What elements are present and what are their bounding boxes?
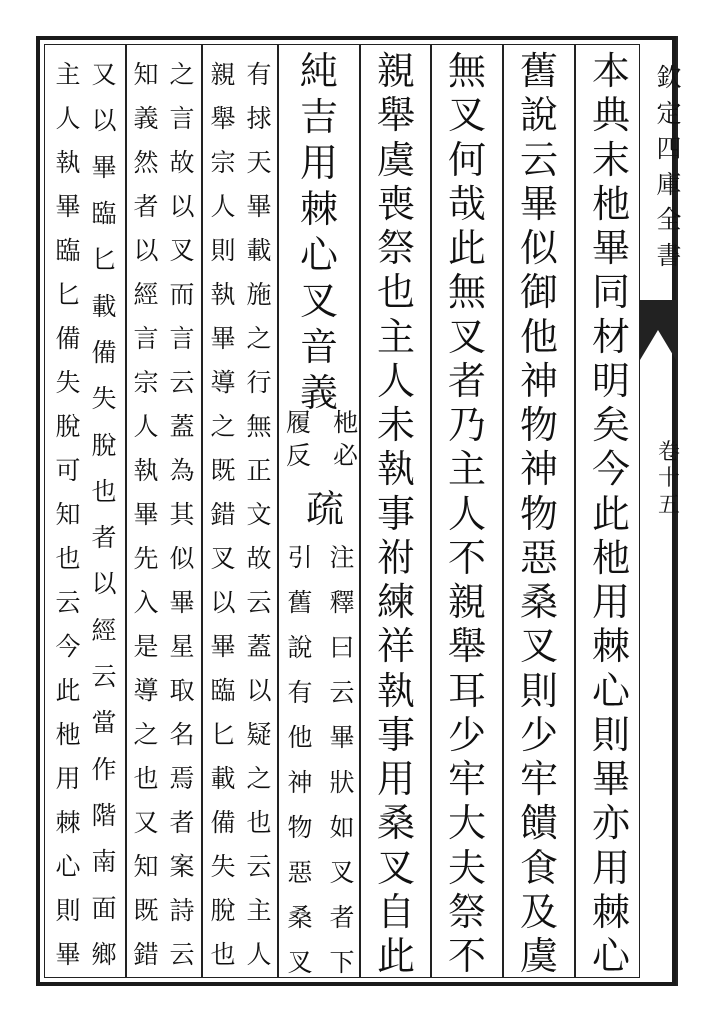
- main-text-char: 叉: [376, 845, 415, 890]
- text-column: [164, 62, 200, 967]
- commentary-char: 叉: [329, 858, 355, 887]
- commentary-char: 經: [133, 280, 159, 309]
- commentary-char: 畢: [210, 632, 236, 661]
- main-text-char: 物: [519, 403, 558, 447]
- commentary-char: 言: [169, 104, 195, 133]
- commentary-char: 天: [246, 148, 272, 177]
- main-text-char: 桑: [519, 580, 558, 624]
- main-text-char: 親: [376, 49, 415, 93]
- commentary-char: 臨: [210, 676, 236, 705]
- column-rule: [574, 45, 576, 977]
- commentary-char: 其: [169, 500, 195, 529]
- main-text-char: 不: [447, 535, 486, 580]
- commentary-char: 是: [133, 632, 159, 661]
- commentary-char: 蓋: [246, 632, 272, 661]
- main-text-char: 也: [376, 270, 415, 315]
- commentary-char: 義: [133, 104, 159, 133]
- main-text-char: 義: [299, 371, 338, 415]
- commentary-char: 失: [91, 384, 117, 414]
- main-text-char: 舉: [447, 624, 486, 669]
- margin-title-char: 全: [656, 205, 682, 234]
- main-text-char: 練: [376, 580, 415, 624]
- column-rule: [201, 45, 203, 977]
- main-text-char: 虞: [376, 137, 415, 182]
- commentary-char: 匕: [210, 720, 236, 749]
- main-text-char: 明: [591, 358, 630, 403]
- commentary-char: 面: [91, 893, 117, 923]
- commentary-char: 畢: [246, 192, 272, 221]
- main-text-char: 少: [519, 712, 558, 757]
- main-text-char: 神: [519, 358, 558, 403]
- main-text-char: 物: [519, 491, 558, 536]
- commentary-char: 者: [329, 903, 355, 932]
- margin-title-char: 欽: [656, 63, 682, 92]
- commentary-char: 人: [210, 192, 236, 221]
- column-rule: [430, 45, 432, 977]
- text-column: [282, 545, 318, 975]
- main-text-char: 哉: [447, 181, 486, 226]
- main-text-char: 叉: [447, 314, 486, 359]
- commentary-char: 也: [55, 544, 81, 573]
- main-text-char: 他: [519, 314, 558, 359]
- text-column: [285, 49, 353, 428]
- commentary-char: 者: [169, 808, 195, 837]
- commentary-char: 棘: [55, 808, 81, 837]
- main-text-char: 今: [591, 447, 630, 492]
- commentary-char: 也: [246, 808, 272, 837]
- main-text-char: 心: [591, 668, 630, 713]
- main-text-char: 惡: [519, 535, 558, 580]
- main-text-char: 自: [376, 889, 415, 934]
- commentary-char: 畢: [133, 500, 159, 529]
- annotation-pair: [286, 410, 358, 468]
- main-text-char: 典: [591, 93, 630, 138]
- commentary-char: 畢: [91, 152, 117, 182]
- text-column: [511, 49, 567, 978]
- commentary-char: 叉: [210, 544, 236, 573]
- commentary-char: 階: [91, 801, 117, 830]
- commentary-char: 鄉: [91, 939, 117, 969]
- commentary-char: 也: [210, 940, 236, 969]
- commentary-char: 導: [210, 368, 236, 397]
- commentary-char: 主: [55, 60, 81, 89]
- commentary-char: 也: [91, 476, 117, 506]
- text-column: [86, 62, 122, 967]
- commentary-char: 文: [246, 500, 272, 529]
- text-column: [439, 49, 495, 978]
- main-text-char: 矣: [591, 403, 630, 447]
- main-text-char: 無: [447, 270, 486, 315]
- commentary-char: 如: [329, 813, 355, 842]
- text-column: [205, 62, 241, 967]
- commentary-char: 疑: [246, 720, 272, 749]
- main-text-char: 本: [591, 49, 630, 93]
- commentary-char: 當: [91, 708, 117, 738]
- commentary-char: 導: [133, 676, 159, 705]
- main-text-char: 執: [376, 668, 415, 713]
- margin-juan-char: 卷: [657, 440, 680, 465]
- commentary-char: 狀: [329, 768, 355, 797]
- commentary-char: 人: [246, 940, 272, 969]
- main-text-char: 心: [591, 934, 630, 978]
- text-column: [324, 545, 360, 975]
- main-text-char: 音: [299, 325, 338, 369]
- commentary-char: 匕: [55, 280, 81, 309]
- commentary-char: 載: [91, 291, 117, 321]
- commentary-char: 桑: [287, 903, 313, 932]
- commentary-char: 既: [210, 456, 236, 485]
- text-column: [241, 62, 277, 967]
- column-rule: [277, 45, 279, 977]
- commentary-char: 云: [91, 662, 117, 692]
- commentary-char: 取: [169, 676, 195, 705]
- commentary-char: 南: [91, 847, 117, 877]
- main-text-char: 吉: [299, 95, 338, 139]
- commentary-char: 叉: [287, 948, 313, 977]
- main-text-char: 純: [299, 49, 338, 93]
- commentary-char: 知: [133, 852, 159, 881]
- commentary-char: 云: [169, 368, 195, 397]
- main-text-char: 牢: [519, 757, 558, 801]
- commentary-char: 備: [91, 337, 117, 367]
- commentary-char: 執: [133, 456, 159, 485]
- commentary-char: 錯: [210, 500, 236, 529]
- margin-title-char: 四: [656, 134, 682, 163]
- main-text-char: 用: [376, 757, 415, 801]
- commentary-char: 親: [210, 60, 236, 89]
- main-text-char: 此: [447, 226, 486, 270]
- text-column: [368, 49, 424, 978]
- commentary-char: 知: [55, 500, 81, 529]
- main-text-char: 食: [519, 845, 558, 890]
- commentary-char: 錯: [133, 940, 159, 969]
- main-text-char: 畢: [591, 757, 630, 801]
- main-text-char: 用: [299, 141, 338, 185]
- commentary-char: 脫: [210, 896, 236, 925]
- commentary-char: 以: [246, 676, 272, 705]
- commentary-char: 匕: [91, 245, 117, 275]
- main-text-char: 無: [447, 49, 486, 93]
- main-text-char: 舉: [376, 93, 415, 138]
- commentary-char: 既: [133, 896, 159, 925]
- main-text-char: 饋: [519, 801, 558, 846]
- text-column: [300, 487, 350, 534]
- main-text-char: 說: [519, 93, 558, 138]
- commentary-char: 蓋: [169, 412, 195, 441]
- margin-book-title: [652, 60, 686, 273]
- commentary-char: 故: [169, 148, 195, 177]
- margin-juan-char: 五: [657, 492, 680, 518]
- commentary-char: 神: [287, 768, 313, 797]
- main-text-char: 祭: [447, 889, 486, 934]
- commentary-char: 以: [91, 106, 117, 136]
- commentary-char: 先: [133, 544, 159, 573]
- margin-juan-label: [654, 440, 684, 519]
- main-text-char: 喪: [376, 181, 415, 226]
- commentary-char: 為: [169, 456, 195, 485]
- column-rule: [502, 45, 504, 977]
- margin-title-char: 書: [656, 240, 682, 270]
- commentary-char: 正: [246, 456, 272, 485]
- commentary-char: 施: [246, 280, 272, 309]
- annotation-char: 杝: [332, 408, 358, 437]
- commentary-char: 然: [133, 148, 159, 177]
- commentary-char: 說: [287, 633, 313, 662]
- commentary-char: 執: [210, 280, 236, 309]
- main-text-char: 事: [376, 491, 415, 536]
- main-text-char: 杝: [591, 535, 630, 580]
- main-text-char: 亦: [591, 801, 630, 846]
- main-text-char: 棘: [591, 624, 630, 669]
- commentary-char: 舊: [287, 588, 313, 617]
- main-text-char: 叉: [447, 93, 486, 138]
- main-text-char: 人: [376, 358, 415, 403]
- commentary-char: 宗: [210, 148, 236, 177]
- main-text-char: 祥: [376, 624, 415, 669]
- main-text-char: 虞: [519, 934, 558, 978]
- commentary-char: 似: [169, 544, 195, 573]
- commentary-char: 惡: [287, 858, 313, 887]
- commentary-char: 畢: [55, 192, 81, 221]
- commentary-char: 云: [329, 678, 355, 707]
- commentary-char: 之: [246, 764, 272, 793]
- commentary-char: 可: [55, 456, 81, 485]
- commentary-char: 也: [133, 764, 159, 793]
- main-text-char: 牢: [447, 757, 486, 801]
- main-text-char: 舊: [519, 49, 558, 93]
- main-text-char: 似: [519, 226, 558, 270]
- text-column: [583, 49, 639, 978]
- commentary-char: 畢: [329, 723, 355, 752]
- commentary-char: 臨: [55, 236, 81, 265]
- margin-juan-char: 十: [657, 466, 680, 492]
- commentary-char: 之: [246, 324, 272, 353]
- commentary-char: 下: [329, 948, 355, 977]
- commentary-char: 經: [91, 615, 117, 645]
- commentary-char: 而: [169, 280, 195, 309]
- commentary-char: 以: [210, 588, 236, 617]
- commentary-char: 故: [246, 544, 272, 573]
- main-text-char: 事: [376, 712, 415, 757]
- main-text-char: 主: [376, 314, 415, 359]
- commentary-char: 脫: [91, 430, 117, 460]
- commentary-char: 詩: [169, 896, 195, 925]
- commentary-char: 以: [133, 236, 159, 265]
- main-text-char: 杝: [591, 181, 630, 226]
- annotation-char: 反: [286, 441, 312, 470]
- main-text-char: 及: [519, 889, 558, 934]
- margin-title-char: 定: [656, 98, 682, 128]
- commentary-char: 云: [246, 588, 272, 617]
- text-column: [128, 62, 164, 967]
- main-text-char: 此: [376, 934, 415, 978]
- main-text-char: 此: [591, 491, 630, 536]
- commentary-char: 用: [55, 764, 81, 793]
- main-text-char: 材: [591, 314, 630, 359]
- commentary-char: 行: [246, 368, 272, 397]
- main-text-char: 主: [447, 447, 486, 492]
- annotation-char: 必: [332, 441, 358, 470]
- main-text-char: 人: [447, 491, 486, 536]
- main-text-char: 末: [591, 137, 630, 182]
- main-text-char: 桑: [376, 801, 415, 846]
- commentary-char: 載: [246, 236, 272, 265]
- main-text-char: 用: [591, 580, 630, 624]
- commentary-char: 備: [55, 324, 81, 353]
- commentary-char: 者: [91, 523, 117, 553]
- commentary-char: 物: [287, 813, 313, 842]
- commentary-char: 叉: [169, 236, 195, 265]
- commentary-char: 有: [287, 678, 313, 707]
- commentary-char: 宗: [133, 368, 159, 397]
- commentary-char: 失: [210, 852, 236, 881]
- main-text-char: 未: [376, 403, 415, 447]
- commentary-char: 焉: [169, 764, 195, 793]
- commentary-char: 云: [169, 940, 195, 969]
- main-text-char: 不: [447, 934, 486, 978]
- main-text-char: 大: [447, 801, 486, 846]
- main-text-char: 親: [447, 580, 486, 624]
- column-rule: [125, 45, 127, 977]
- main-text-char: 御: [519, 270, 558, 315]
- main-text-char: 神: [519, 447, 558, 492]
- main-text-char: 畢: [519, 181, 558, 226]
- commentary-char: 無: [246, 412, 272, 441]
- commentary-char: 以: [91, 569, 117, 599]
- commentary-char: 之: [210, 412, 236, 441]
- commentary-char: 言: [133, 324, 159, 353]
- commentary-char: 之: [169, 60, 195, 89]
- commentary-char: 之: [133, 720, 159, 749]
- commentary-char: 云: [55, 588, 81, 617]
- commentary-char: 又: [91, 60, 117, 89]
- main-text-char: 畢: [591, 226, 630, 270]
- main-text-char: 耳: [447, 668, 486, 713]
- main-text-char: 祭: [376, 226, 415, 270]
- main-text-char: 棘: [591, 889, 630, 934]
- commentary-char: 注: [329, 543, 355, 572]
- shu-marker-char: 疏: [305, 487, 344, 531]
- main-text-char: 夫: [447, 845, 486, 890]
- main-text-char: 棘: [299, 187, 338, 231]
- commentary-char: 有: [246, 60, 272, 89]
- commentary-char: 者: [133, 192, 159, 221]
- main-text-char: 祔: [376, 535, 415, 580]
- commentary-char: 則: [210, 236, 236, 265]
- commentary-char: 載: [210, 764, 236, 793]
- commentary-char: 畢: [169, 588, 195, 617]
- main-text-char: 同: [591, 270, 630, 315]
- commentary-char: 引: [287, 543, 313, 572]
- commentary-char: 入: [133, 588, 159, 617]
- main-text-char: 云: [519, 137, 558, 182]
- commentary-char: 云: [246, 852, 272, 881]
- commentary-char: 名: [169, 720, 195, 749]
- commentary-char: 作: [91, 754, 117, 784]
- commentary-char: 失: [55, 368, 81, 397]
- main-text-char: 者: [447, 358, 486, 403]
- commentary-char: 他: [287, 723, 313, 752]
- main-text-char: 則: [519, 668, 558, 713]
- main-text-char: 執: [376, 447, 415, 492]
- commentary-char: 人: [133, 412, 159, 441]
- commentary-char: 人: [55, 104, 81, 133]
- main-text-char: 乃: [447, 403, 486, 447]
- margin-title-char: 庫: [656, 169, 682, 199]
- commentary-char: 案: [169, 852, 195, 881]
- main-text-char: 何: [447, 137, 486, 182]
- commentary-char: 今: [55, 632, 81, 661]
- commentary-char: 以: [169, 192, 195, 221]
- commentary-char: 備: [210, 808, 236, 837]
- commentary-char: 捄: [246, 104, 272, 133]
- commentary-char: 言: [169, 324, 195, 353]
- commentary-char: 曰: [329, 633, 355, 662]
- commentary-char: 釋: [329, 588, 355, 617]
- commentary-char: 執: [55, 148, 81, 177]
- commentary-char: 畢: [210, 324, 236, 353]
- commentary-char: 舉: [210, 104, 236, 133]
- main-text-char: 少: [447, 712, 486, 757]
- main-text-char: 叉: [299, 279, 338, 323]
- commentary-char: 心: [55, 852, 81, 881]
- main-text-char: 用: [591, 845, 630, 890]
- fish-tail-ornament-icon: [640, 300, 676, 360]
- commentary-char: 主: [246, 896, 272, 925]
- commentary-char: 知: [133, 60, 159, 89]
- main-text-char: 則: [591, 712, 630, 757]
- main-text-char: 叉: [519, 624, 558, 669]
- commentary-char: 又: [133, 808, 159, 837]
- commentary-char: 畢: [55, 940, 81, 969]
- commentary-char: 此: [55, 676, 81, 705]
- commentary-char: 杝: [55, 720, 81, 749]
- commentary-char: 則: [55, 896, 81, 925]
- commentary-char: 臨: [91, 198, 117, 228]
- commentary-char: 脫: [55, 412, 81, 441]
- annotation-char: 履: [286, 408, 312, 437]
- main-text-char: 心: [299, 233, 338, 277]
- commentary-char: 星: [169, 632, 195, 661]
- text-column: [50, 62, 86, 967]
